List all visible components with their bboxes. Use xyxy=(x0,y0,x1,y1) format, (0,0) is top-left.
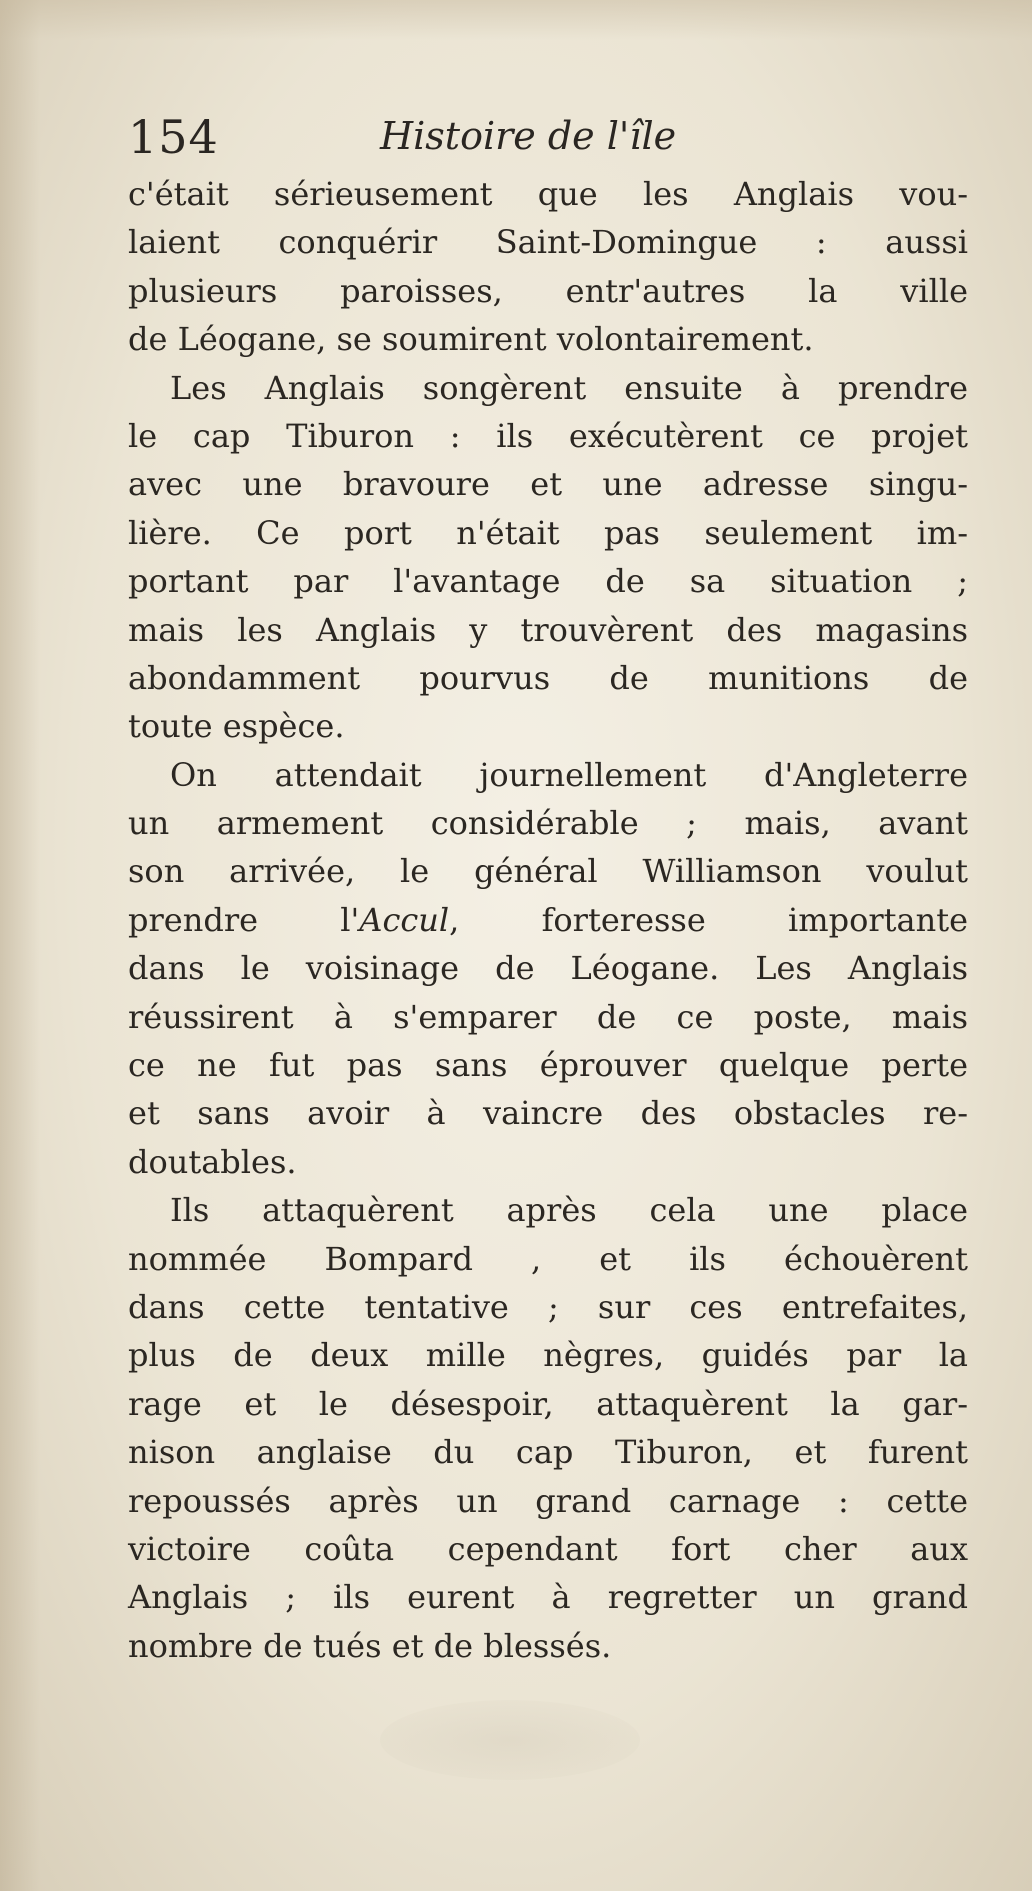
text-line: nommée Bompard , et ils échouèrent xyxy=(128,1239,968,1278)
text-line-with-italic xyxy=(128,896,968,944)
text-line: Anglais ; ils eurent à regretter un grand xyxy=(128,1578,968,1617)
text-line: Ils attaquèrent après cela une place xyxy=(170,1191,968,1230)
text-line: nombre de tués et de blessés. xyxy=(128,1626,612,1665)
text-line: doutables. xyxy=(128,1142,297,1181)
text-line: de Léogane, se soumirent volontairement. xyxy=(128,320,814,359)
text-line: plus de deux mille nègres, guidés par la xyxy=(128,1336,968,1375)
text-line: repoussés après un grand carnage : cette xyxy=(128,1481,968,1520)
italic-place-name: Accul xyxy=(359,900,450,939)
text-line: lière. Ce port n'était pas seulement im- xyxy=(128,513,968,552)
text-line: laient conquérir Saint-Domingue : aussi xyxy=(128,223,968,262)
paper-stain xyxy=(380,1700,640,1780)
page-edge-shadow-top xyxy=(0,0,1032,40)
text-fragment: prendre l' xyxy=(128,900,360,939)
text-line: plusieurs paroisses, entr'autres la ville xyxy=(128,271,968,310)
text-line: dans cette tentative ; sur ces entrefaites, xyxy=(128,1287,968,1326)
text-line: mais les Anglais y trouvèrent des magasins xyxy=(128,610,968,649)
text-line: toute espèce. xyxy=(128,707,345,746)
text-line: son arrivée, le général Williamson voulut xyxy=(128,852,968,891)
running-head: Histoire de l'île xyxy=(380,114,677,158)
text-line: On attendait journellement d'Angleterre xyxy=(170,755,968,794)
page-edge-shadow-left xyxy=(0,0,40,1891)
text-line: victoire coûta cependant fort cher aux xyxy=(128,1529,968,1568)
text-line: c'était sérieusement que les Anglais vou- xyxy=(128,175,968,213)
text-line: réussirent à s'emparer de ce poste, mais xyxy=(128,997,968,1036)
text-line: le cap Tiburon : ils exécutèrent ce projet xyxy=(128,416,968,455)
text-line: rage et le désespoir, attaquèrent la gar- xyxy=(128,1384,968,1423)
text-line: Les Anglais songèrent ensuite à prendre xyxy=(170,368,968,407)
text-line: un armement considérable ; mais, avant xyxy=(128,804,968,843)
page-header xyxy=(128,110,968,170)
text-line: dans le voisinage de Léogane. Les Anglais xyxy=(128,949,968,988)
text-line: nison anglaise du cap Tiburon, et furent xyxy=(128,1433,968,1472)
text-line: avec une bravoure et une adresse singu- xyxy=(128,465,968,504)
text-line: portant par l'avantage de sa situation ; xyxy=(128,562,968,601)
page-number: 154 xyxy=(128,110,219,164)
text-fragment: , forteresse importante xyxy=(449,900,969,939)
text-line: ce ne fut pas sans éprouver quelque perte xyxy=(128,1046,968,1085)
text-line: et sans avoir à vaincre des obstacles re- xyxy=(128,1094,968,1133)
body-text xyxy=(128,170,968,1670)
text-line: abondamment pourvus de munitions de xyxy=(128,658,968,697)
